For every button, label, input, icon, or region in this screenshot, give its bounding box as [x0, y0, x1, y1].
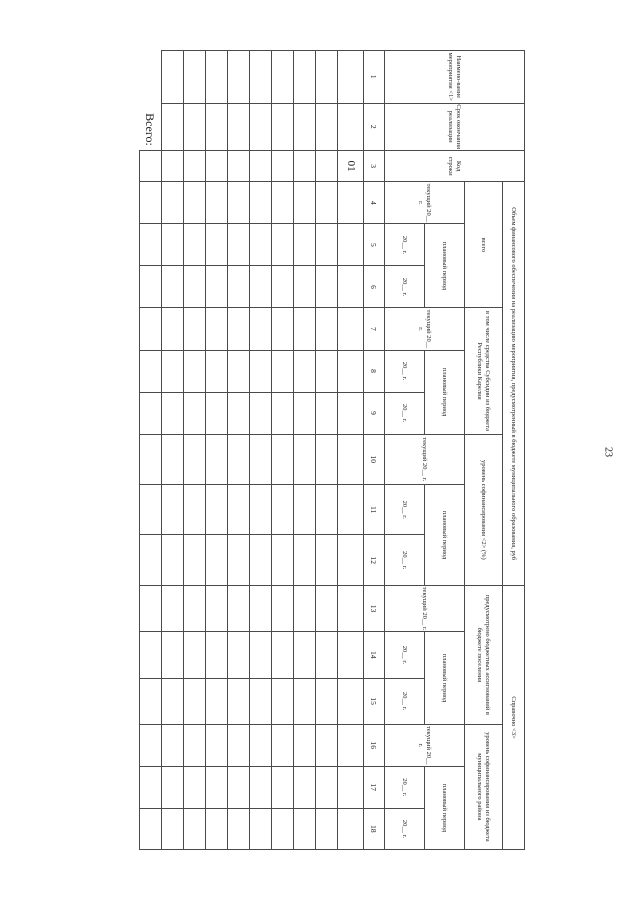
header-year-9: 20__ г.: [385, 392, 425, 434]
table-row: [184, 51, 206, 850]
cell-12[interactable]: [338, 535, 364, 586]
header-district: уровень софинансирования из бюджета муниципального района: [465, 724, 503, 849]
header-year-11: 20__ г.: [385, 485, 425, 535]
header-year-14: 20__ г.: [385, 632, 425, 678]
col-num-13: 13: [364, 586, 385, 632]
col-num-14: 14: [364, 632, 385, 678]
header-year-12: 20__ г.: [385, 535, 425, 586]
header-subsidy: в том числе средства Субсидии из бюджета Республики Карелия: [465, 308, 503, 434]
column-number-row: [364, 51, 385, 850]
header-current-4: текущий 20__ г.: [385, 182, 465, 224]
col-num-1: 1: [364, 51, 385, 104]
col-num-5: 5: [364, 224, 385, 266]
cell-deadline[interactable]: [338, 103, 364, 150]
cell-14[interactable]: [338, 632, 364, 678]
col-num-3: 3: [364, 150, 385, 182]
header-code: Код строки: [385, 150, 525, 182]
total-row: [140, 51, 162, 850]
header-year-17: 20__ г.: [385, 766, 425, 808]
col-num-9: 9: [364, 392, 385, 434]
col-num-6: 6: [364, 266, 385, 308]
cell-9[interactable]: [338, 392, 364, 434]
header-planned-5-6: плановый период: [425, 224, 465, 308]
col-num-16: 16: [364, 724, 385, 766]
col-num-2: 2: [364, 103, 385, 150]
header-current-7: текущий 20__ г.: [385, 308, 465, 350]
cell-8[interactable]: [338, 350, 364, 392]
header-planned-11-12: плановый период: [425, 485, 465, 586]
col-num-10: 10: [364, 434, 385, 484]
cell-10[interactable]: [338, 434, 364, 484]
header-year-15: 20__ г.: [385, 678, 425, 724]
table-row: [294, 51, 316, 850]
header-deadline: Срок окончания реализации: [385, 103, 525, 150]
table-row: [316, 51, 338, 850]
cell-15[interactable]: [338, 678, 364, 724]
cell-18[interactable]: [338, 808, 364, 849]
cell-code: 01: [338, 150, 364, 182]
header-year-8: 20__ г.: [385, 350, 425, 392]
header-current-10: текущий 20__ г.: [385, 434, 465, 484]
col-num-4: 4: [364, 182, 385, 224]
col-num-17: 17: [364, 766, 385, 808]
table-row: [250, 51, 272, 850]
col-num-12: 12: [364, 535, 385, 586]
table-row: [272, 51, 294, 850]
page-number: 23: [602, 447, 614, 457]
table-row: [338, 51, 364, 850]
total-label: Всего:: [143, 113, 158, 146]
cell-17[interactable]: [338, 766, 364, 808]
col-num-15: 15: [364, 678, 385, 724]
col-num-11: 11: [364, 485, 385, 535]
cell-13[interactable]: [338, 586, 364, 632]
header-year-5: 20__ г.: [385, 224, 425, 266]
header-reference-group: Справочно <3>: [503, 586, 525, 850]
cell-4[interactable]: [338, 182, 364, 224]
cell-5[interactable]: [338, 224, 364, 266]
header-cofin-level: уровень софинансирования <2> (%): [465, 434, 503, 585]
header-planned-14-15: плановый период: [425, 632, 465, 725]
header-planned-8-9: плановый период: [425, 350, 465, 434]
cell-11[interactable]: [338, 485, 364, 535]
header-total: всего: [465, 182, 503, 308]
col-num-8: 8: [364, 350, 385, 392]
header-planned-17-18: плановый период: [425, 766, 465, 849]
financing-table: [139, 50, 525, 850]
header-volume-group: Объем финансового обеспечения на реализацию мероприятия, предусмотренный в бюджете муниципального образования, руб: [503, 182, 525, 586]
header-current-13: текущий 20__ г.: [385, 586, 465, 632]
col-num-18: 18: [364, 808, 385, 849]
table-row: [206, 51, 228, 850]
header-current-16: текущий 20__ г.: [385, 724, 465, 766]
cell-7[interactable]: [338, 308, 364, 350]
col-num-7: 7: [364, 308, 385, 350]
header-name: Наимено-вание мероприятия <1>: [385, 51, 525, 104]
header-settlement: предусмотрено бюджетных ассигнований в бюджете поселения: [465, 586, 503, 725]
cell-16[interactable]: [338, 724, 364, 766]
header-year-6: 20__ г.: [385, 266, 425, 308]
financing-table-sheet: [95, 50, 525, 850]
table-row: [162, 51, 184, 850]
cell-name[interactable]: [338, 51, 364, 104]
table-row: [228, 51, 250, 850]
header-year-18: 20__ г.: [385, 808, 425, 849]
cell-6[interactable]: [338, 266, 364, 308]
